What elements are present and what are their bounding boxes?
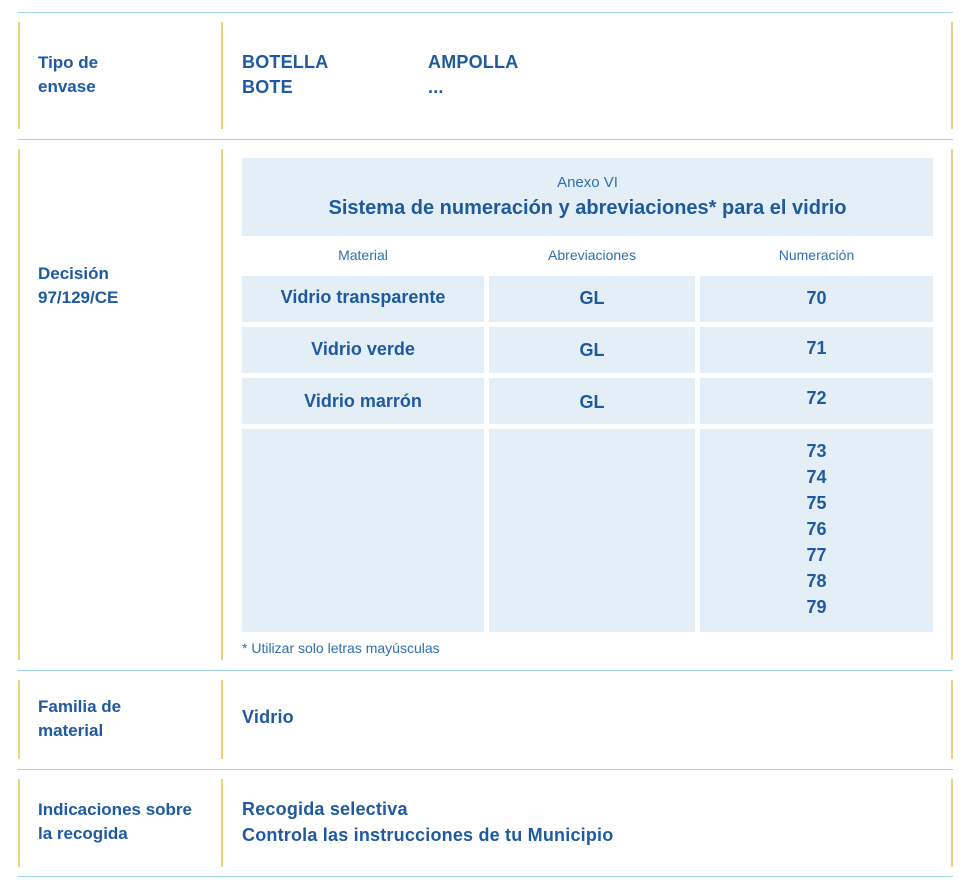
row4-right-border <box>951 779 953 867</box>
row2-mid-border <box>221 149 223 660</box>
divider-3 <box>18 769 953 770</box>
material-verde: Vidrio verde <box>311 339 415 359</box>
annex-header <box>242 158 933 236</box>
abbr-gl-2: GL <box>579 340 605 360</box>
familia-label-line1: Familia de <box>38 697 122 716</box>
familia-label <box>38 695 121 743</box>
envase-ampolla: AMPOLLA <box>428 52 519 72</box>
row2-right-border <box>951 149 953 660</box>
envase-bote: BOTE <box>242 77 293 97</box>
num-77: 77 <box>806 545 827 565</box>
divider-1 <box>18 139 953 140</box>
annex-subtitle: Anexo VI <box>557 174 618 191</box>
abbr-gl-1: GL <box>579 288 605 308</box>
divider-bottom <box>18 876 953 877</box>
footnote: * Utilizar solo letras mayúsculas <box>242 640 440 656</box>
num-79: 79 <box>806 597 827 617</box>
num-73: 73 <box>806 441 827 461</box>
num-71: 71 <box>806 338 827 358</box>
num-74: 74 <box>806 467 827 487</box>
row3-mid-border <box>221 680 223 759</box>
table-cell <box>242 429 484 632</box>
material-transparente: Vidrio transparente <box>280 287 446 307</box>
num-72: 72 <box>806 388 827 408</box>
num-70: 70 <box>806 288 827 308</box>
recogida-value-line2: Controla las instrucciones de tu Municipio <box>242 825 614 845</box>
num-76: 76 <box>806 519 827 539</box>
divider-2 <box>18 670 953 671</box>
envase-ellipsis: ... <box>428 77 444 97</box>
recogida-label-line1: Indicaciones sobre <box>38 800 192 819</box>
familia-label-line2: material <box>38 721 104 740</box>
recogida-label <box>38 798 192 846</box>
num-78: 78 <box>806 571 827 591</box>
familia-value: Vidrio <box>242 707 294 727</box>
row3-left-border <box>18 680 20 759</box>
recogida-value-line1: Recogida selectiva <box>242 799 408 819</box>
tipo-envase-label-line2: envase <box>38 77 96 96</box>
row1-mid-border <box>221 22 223 129</box>
row3-right-border <box>951 680 953 759</box>
column-header-abreviaciones: Abreviaciones <box>548 247 636 263</box>
table-cell <box>489 429 695 632</box>
material-marron: Vidrio marrón <box>304 391 422 411</box>
column-header-material: Material <box>338 247 388 263</box>
decision-label-line1: Decisión <box>38 264 109 283</box>
column-header-numeracion: Numeración <box>778 247 855 263</box>
abbr-gl-3: GL <box>579 392 605 412</box>
row1-left-border <box>18 22 20 129</box>
decision-label-line2: 97/129/CE <box>38 288 119 307</box>
row4-mid-border <box>221 779 223 867</box>
decision-label <box>38 262 118 310</box>
num-75: 75 <box>806 493 827 513</box>
row1-right-border <box>951 22 953 129</box>
divider-top <box>18 12 953 13</box>
tipo-envase-label <box>38 51 98 99</box>
extra-numbers-list <box>700 438 933 620</box>
recogida-label-line2: la recogida <box>38 824 128 843</box>
row2-left-border <box>18 149 20 660</box>
row4-left-border <box>18 779 20 867</box>
annex-title: Sistema de numeración y abreviaciones* para el vidrio <box>328 197 847 219</box>
envase-botella: BOTELLA <box>242 52 329 72</box>
tipo-envase-label-line1: Tipo de <box>38 53 99 72</box>
